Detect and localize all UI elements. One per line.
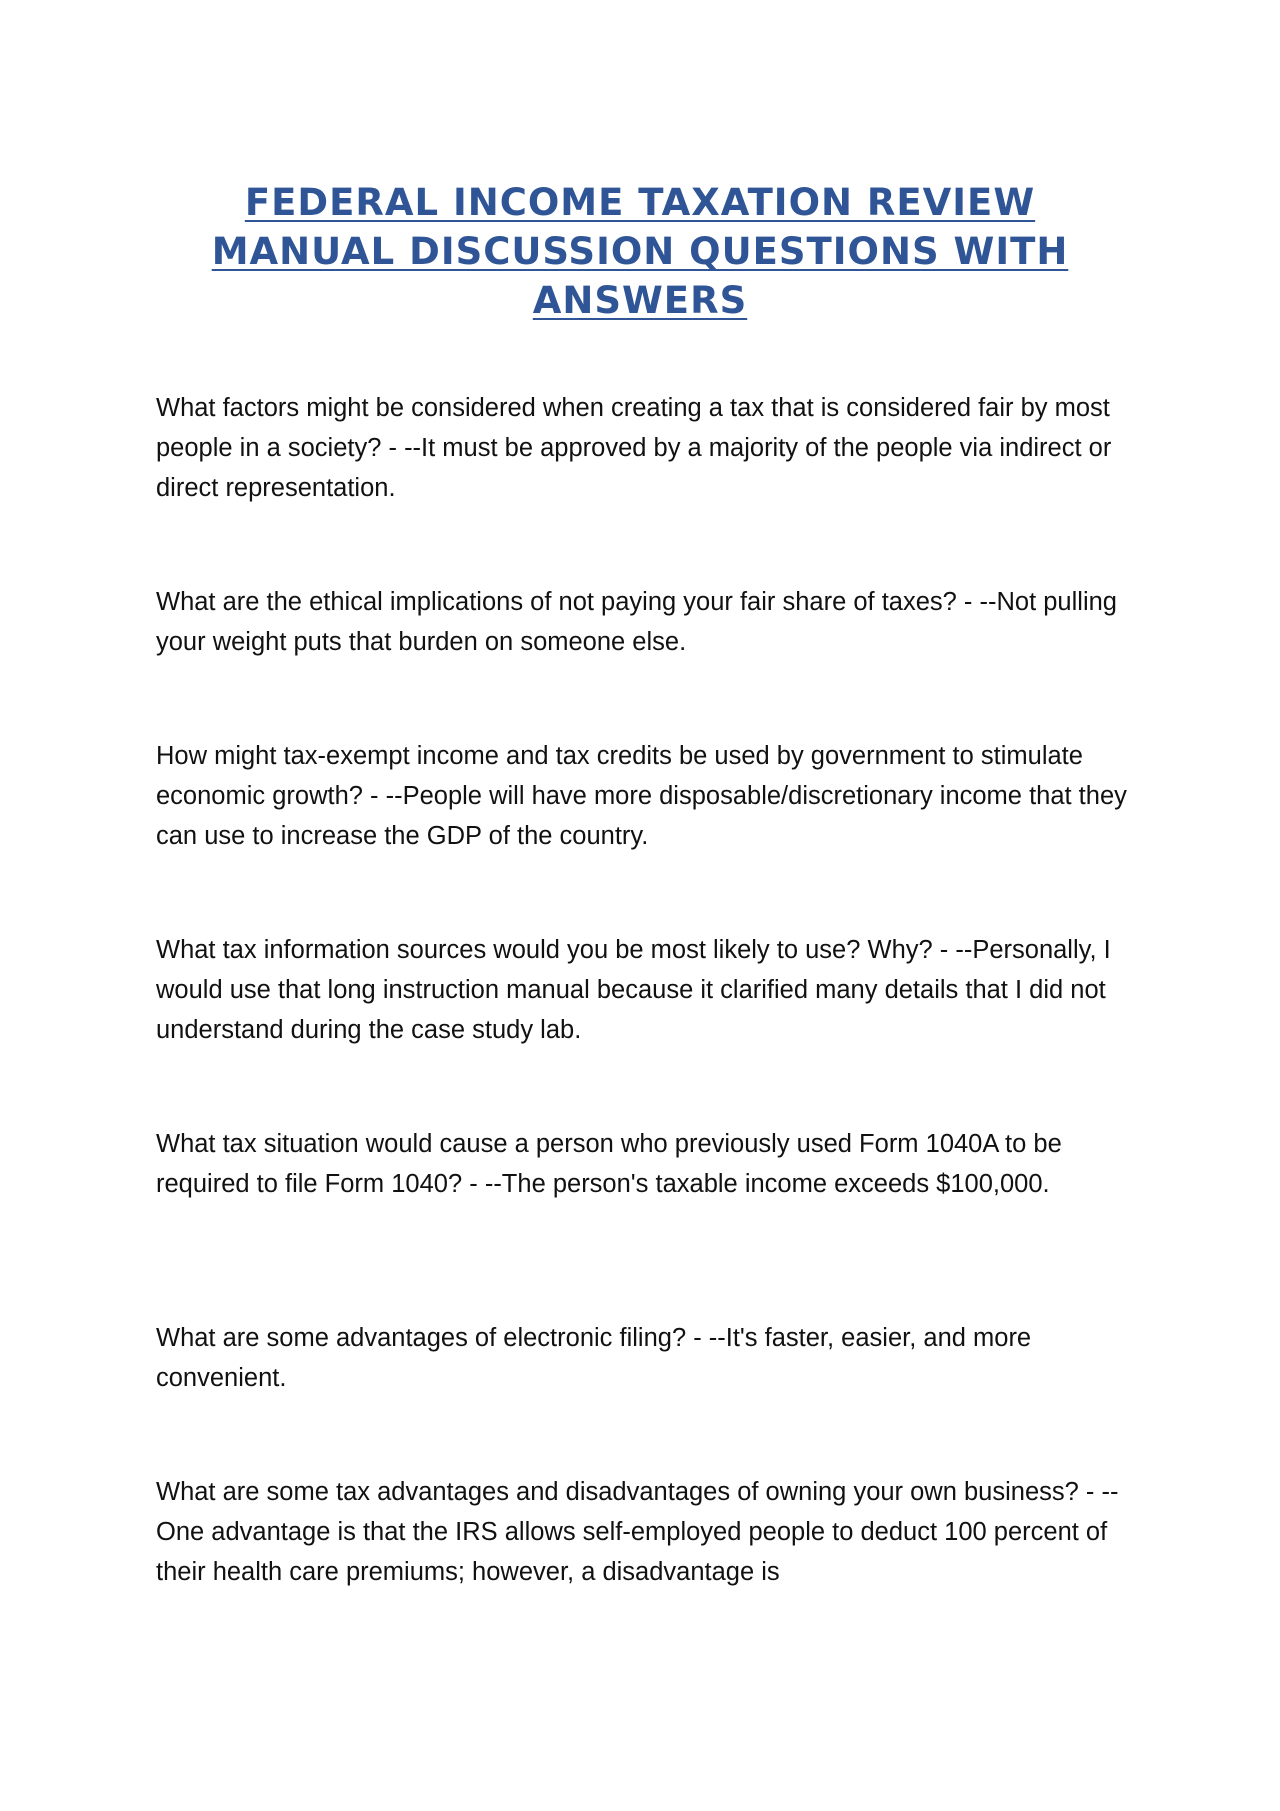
qa-paragraph-5: What tax situation would cause a person who previously used Form 1040A to be required to file Form 1040? - --The person's taxable income exceeds $100,000. [156,1130,1062,1198]
qa-paragraph-3: How might tax-exempt income and tax credits be used by government to stimulate economic growth? - --People will have more disposable/discretionary income that they can use to increase the GDP of the country. [156,742,1127,850]
qa-paragraph-1: What factors might be considered when creating a tax that is considered fair by most people in a society? - --It must be approved by a majority of the people via indirect or direct representation. [156,394,1112,502]
qa-paragraph-6: What are some advantages of electronic filing? - --It's faster, easier, and more convenient. [156,1324,1032,1392]
qa-paragraph-2: What are the ethical implications of not paying your fair share of taxes? - --Not pulling your weight puts that burden on someone else. [156,588,1117,656]
document-title [150,178,1130,325]
document-title-text: FEDERAL INCOME TAXATION REVIEW MANUAL DISCUSSION QUESTIONS WITH ANSWERS [211,181,1069,322]
qa-paragraph-7: What are some tax advantages and disadvantages of owning your own business? - --One advantage is that the IRS allows self-employed people to deduct 100 percent of their health care premiums; however, a disadvantage is [156,1478,1119,1586]
qa-paragraph-4: What tax information sources would you be most likely to use? Why? - --Personally, I would use that long instruction manual because it clarified many details that I did not understand during the case study lab. [156,936,1111,1044]
